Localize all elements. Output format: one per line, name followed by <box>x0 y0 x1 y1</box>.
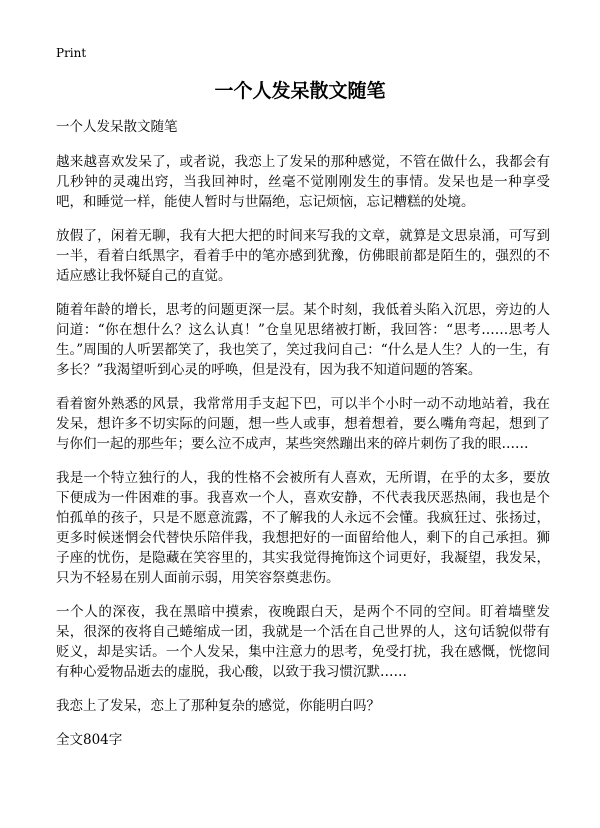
paragraph: 我恋上了发呆，恋上了那种复杂的感觉，你能明白吗？ <box>56 698 380 714</box>
word-count: 全文804字 <box>56 732 123 748</box>
paragraph: 越来越喜欢发呆了，或者说，我恋上了发呆的那种感觉，不管在做什么，我都会有几秒钟的灵魂出窍，当我回神时，丝毫不觉刚刚发生的事情。发呆也是一种享受吧，和睡觉一样，能使人暂时与世隔绝，忘记烦恼，忘记糟糕的处境。 <box>56 154 550 210</box>
page-title: 一个人发呆散文随笔 <box>214 80 386 102</box>
paragraph: 我是一个特立独行的人，我的性格不会被所有人喜欢，无所谓，在乎的太多，要放下便成为一件困难的事。我喜欢一个人，喜欢安静，不代表我厌恶热闹，我也是个怕孤单的孩子，只是不愿意流露，不了解我的人永远不会懂。我疯狂过、张扬过，更多时候迷惘会代替快乐陪伴我，我想把好的一面留给他人，剩下的自己承担。狮子座的忧伤，是隐藏在笑容里的，其实我觉得掩饰这个词更好，我凝望，我发呆，只为不轻易在别人面前示弱，用笑容祭奠悲伤。 <box>56 470 550 586</box>
paragraph: 随着年龄的增长，思考的问题更深一层。某个时刻，我低着头陷入沉思，旁边的人问道：“你在想什么？这么认真！”仓皇见思绪被打断，我回答：“思考……思考人生。”周围的人听罢都笑了，我也笑了，笑过我问自己：“什么是人生？人的一生，有多长？”我渴望听到心灵的呼唤，但是没有，因为我不知道问题的答案。 <box>56 302 550 378</box>
article-body <box>56 117 550 750</box>
paragraph: 放假了，闲着无聊，我有大把大把的时间来写我的文章，就算是文思泉涌，可写到一半，看着白纸黑字，看着手中的笔亦感到犹豫，仿佛眼前都是陌生的，强烈的不适应感让我怀疑自己的直觉。 <box>56 228 550 284</box>
paragraph: 看着窗外熟悉的风景，我常常用手支起下巴，可以半个小时一动不动地站着，我在发呆，想许多不切实际的问题，想一些人或事，想着想着，要么嘴角弯起，想到了与你们一起的那些年；要么泣不成声，某些突然蹦出来的碎片刺伤了我的眼…… <box>56 396 550 452</box>
paragraph: 一个人的深夜，我在黑暗中摸索，夜晚跟白天，是两个不同的空间。盯着墙壁发呆，很深的夜将自己蜷缩成一团，我就是一个活在自己世界的人，这句话貌似带有贬义，却是实话。一个人发呆，集中注意力的思考，免受打扰，我在感慨，恍惚间有种心爱物品逝去的虚脱，我心酸，以致于我习惯沉默…… <box>56 604 550 680</box>
print-link[interactable]: Print <box>56 46 87 60</box>
article-subtitle: 一个人发呆散文随笔 <box>56 119 178 135</box>
